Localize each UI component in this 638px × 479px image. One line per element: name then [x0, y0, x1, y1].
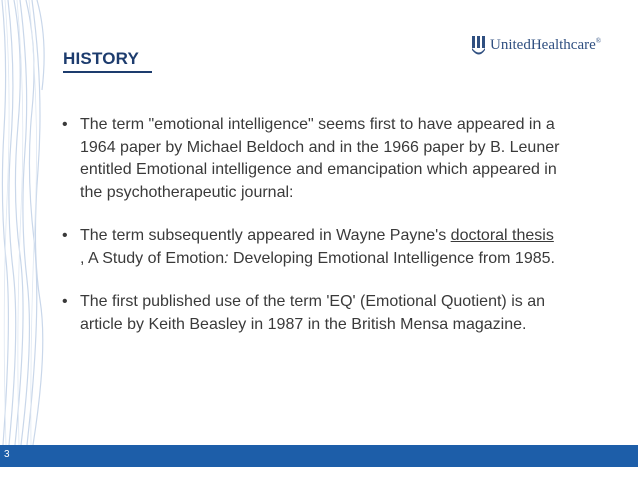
bullet-dot: • [62, 116, 68, 133]
bullet-list [62, 114, 562, 336]
unitedhealthcare-u-icon [471, 35, 487, 55]
bullet-item [62, 291, 562, 336]
bullet-text: The term "emotional intelligence" seems first to have appeared in a 1964 paper by Michael Beldoch and in the 1966 paper by B. Leuner entitled Emotional intelligence and emancipation which appeared in the psychotherapeutic journal: [80, 116, 560, 201]
bullet-text-middle: , A Study of Emotion [80, 249, 225, 267]
page-number: 3 [4, 449, 10, 460]
bullet-text: The first published use of the term 'EQ' (Emotional Quotient) is an article by Keith Beasley in 1987 in the British Mensa magazine. [80, 293, 545, 333]
bullet-dot: • [62, 293, 68, 310]
bullet-text-end: Developing Emotional Intelligence from 1985. [228, 249, 555, 267]
bullet-text-italic: : [224, 249, 229, 267]
doctoral-thesis-link[interactable]: doctoral thesis [450, 227, 554, 244]
title-underline [63, 71, 152, 73]
bullet-text-start: The term subsequently appeared in Wayne Payne's [80, 227, 451, 244]
slide-title: HISTORY [63, 49, 140, 68]
decorative-curves [0, 0, 60, 445]
logo-text: UnitedHealthcare® [490, 36, 602, 53]
bullet-dot: • [62, 227, 68, 244]
footer-bar [0, 445, 638, 467]
bullet-item [62, 114, 562, 204]
unitedhealthcare-logo [471, 33, 601, 57]
bullet-item [62, 225, 562, 270]
